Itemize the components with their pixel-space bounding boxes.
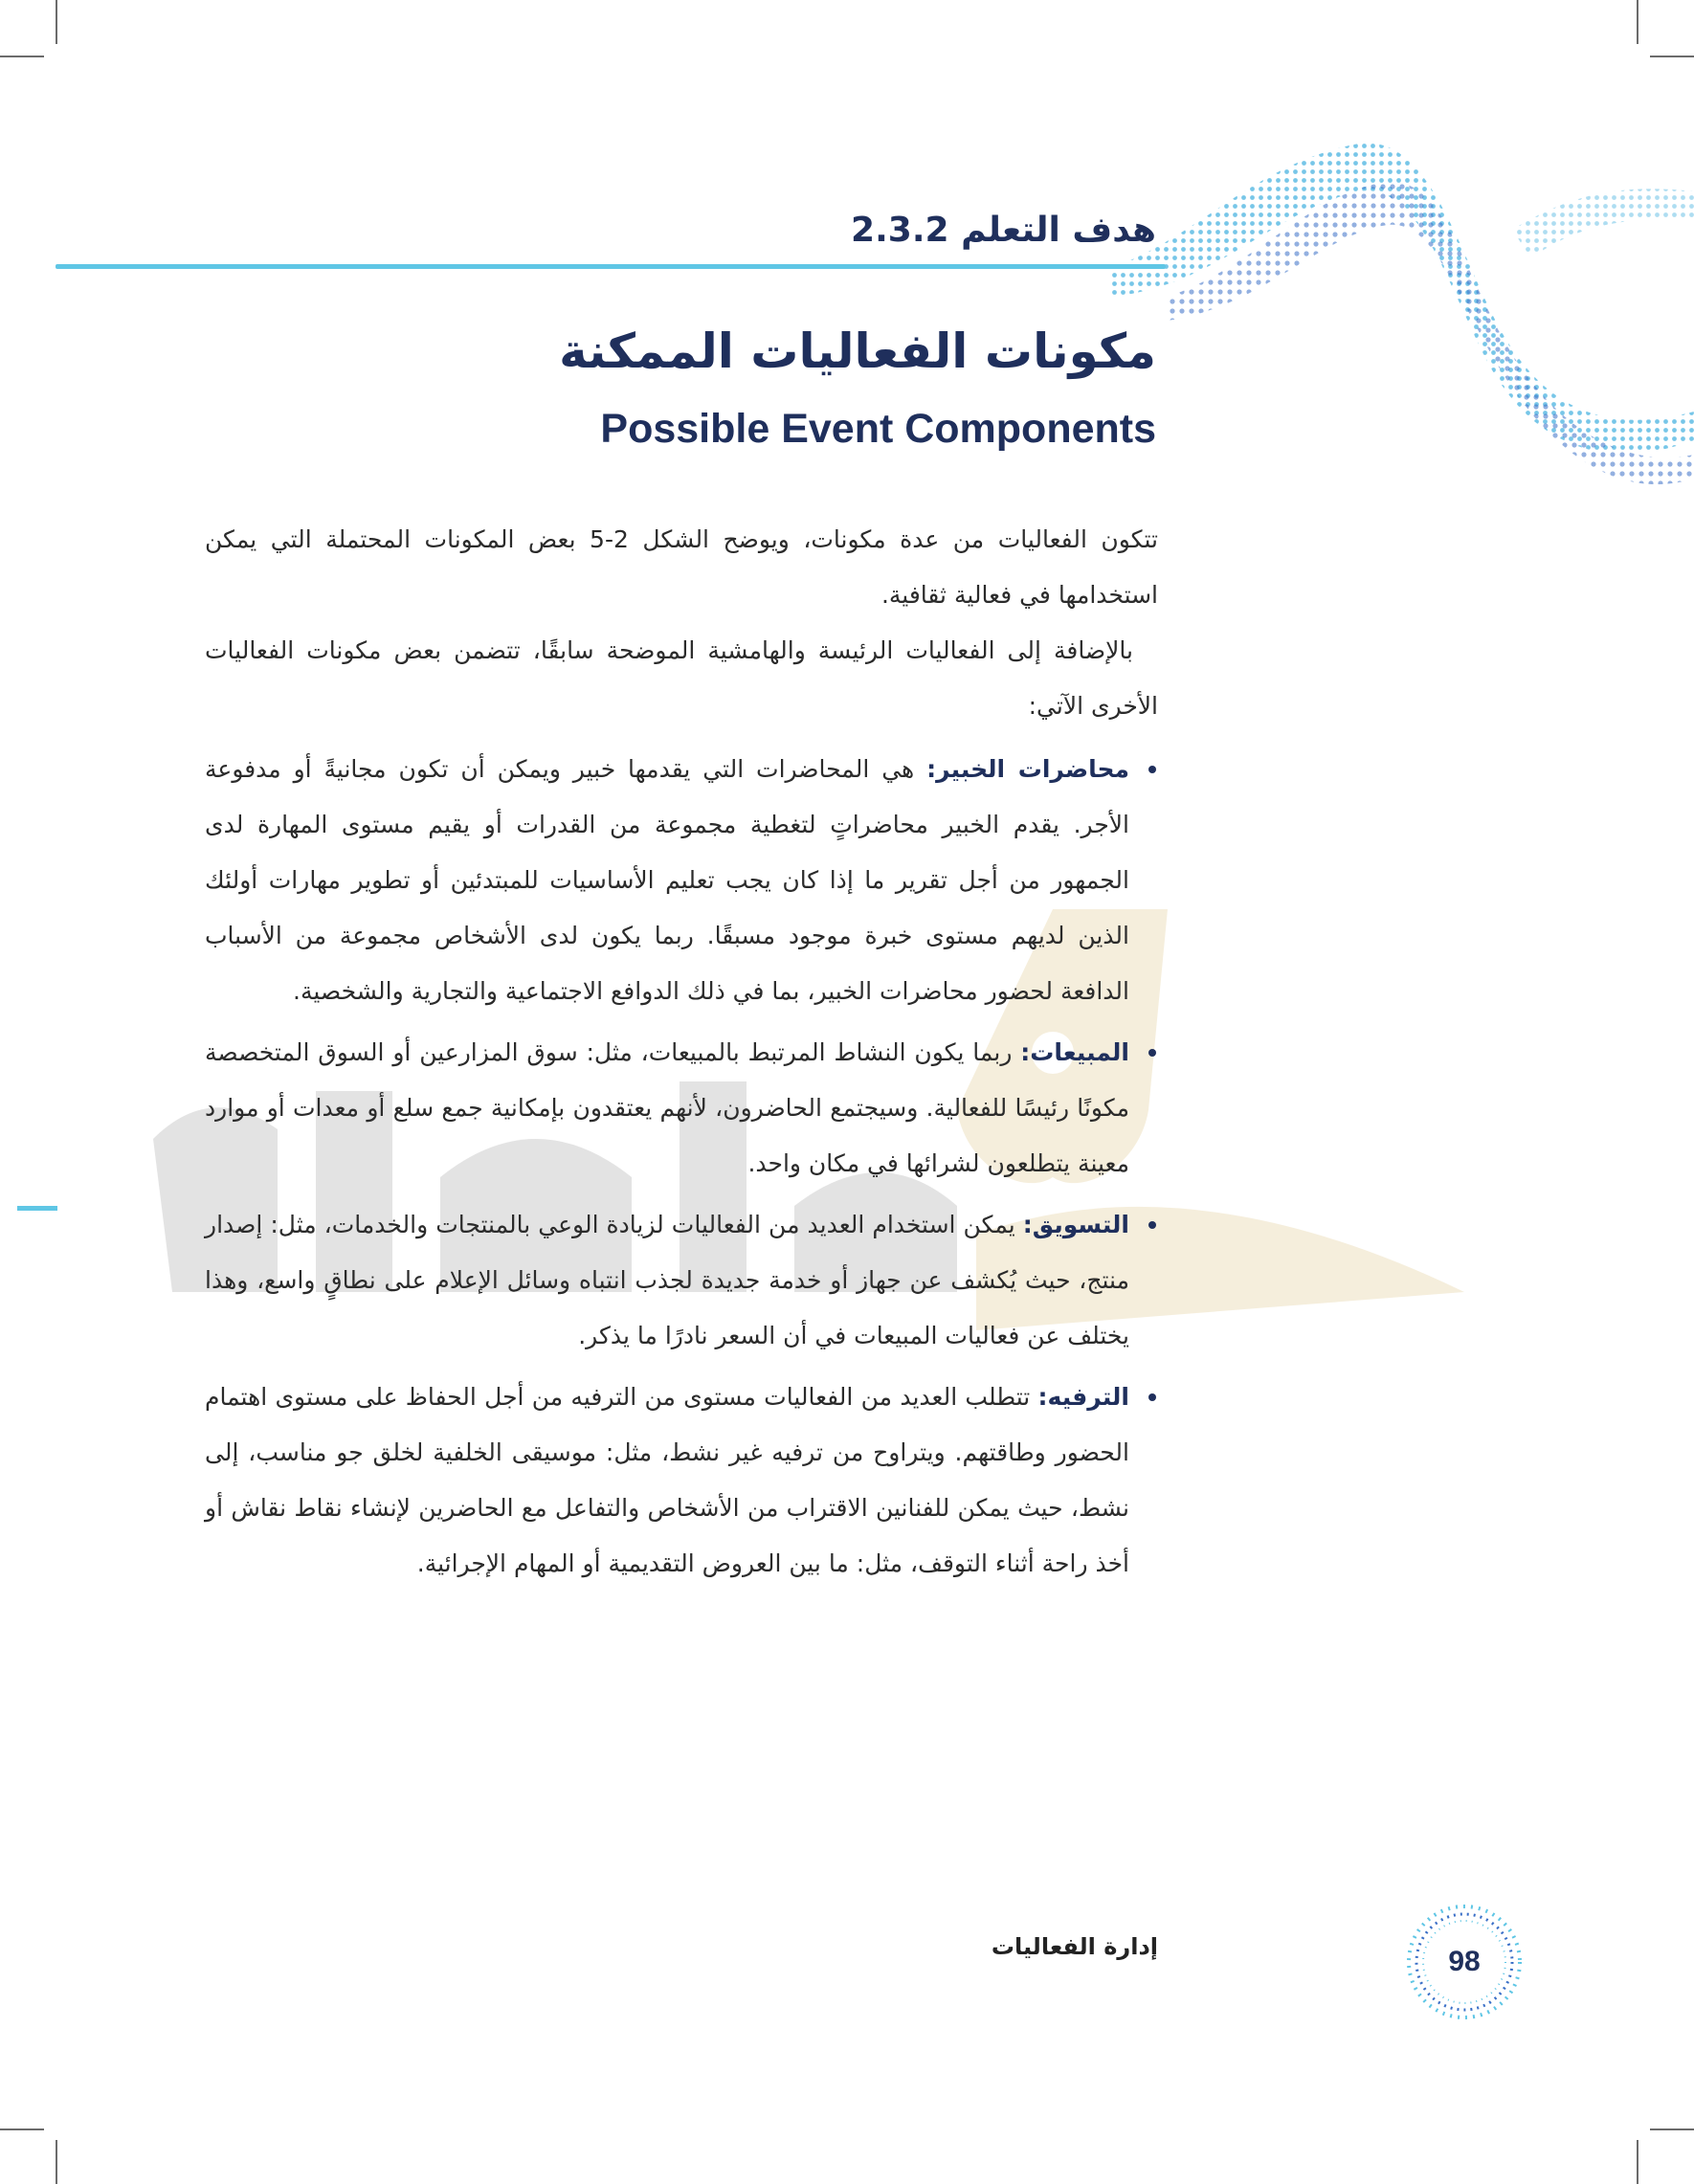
margin-marker: [17, 1206, 57, 1211]
page-title-english: Possible Event Components: [600, 406, 1156, 452]
bullet-icon: [1148, 1393, 1156, 1401]
crop-mark: [1637, 2140, 1638, 2184]
list-item-text: تتطلب العديد من الفعاليات مستوى من الترفيه من أجل الحفاظ على مستوى اهتمام الحضور وطاقتهم. ويتراوح من ترفيه غير نشط، مثل: موسيقى الخلفية لخلق جو مناسب، إلى نشط، حيث يمكن للفنانين الاقتراب من الأشخاص والتفاعل مع الحاضرين لإنشاء نقاط نقاش أو أخذ راحة أثناء التوقف، مثل: ما بين العروض التقديمية أو المهام الإجرائية.: [205, 1383, 1129, 1577]
crop-mark: [0, 56, 44, 57]
crop-mark: [56, 0, 57, 44]
learning-goal-number: 2.3.2: [851, 211, 949, 250]
list-item-term: الترفيه:: [1037, 1383, 1129, 1411]
crop-mark: [1650, 2128, 1694, 2130]
crop-mark: [56, 2140, 57, 2184]
crop-mark: [1650, 56, 1694, 57]
bullet-icon: [1148, 1049, 1156, 1057]
body-content: [205, 512, 1158, 1597]
list-item-text: هي المحاضرات التي يقدمها خبير ويمكن أن تكون مجانيةً أو مدفوعة الأجر. يقدم الخبير محاضراتٍ لتغطية مجموعة من القدرات أو يقيم مستوى المهارة لدى الجمهور من أجل تقرير ما إذا كان يجب تعليم الأساسيات للمبتدئين أو تطوير مهارات أولئك الذين لديهم مستوى خبرة موجود مسبقًا. ربما يكون لدى الأشخاص مجموعة من الأسباب الدافعة لحضور محاضرات الخبير، بما في ذلك الدوافع الاجتماعية والتجارية والشخصية.: [205, 755, 1129, 1005]
list-item: [205, 1370, 1158, 1592]
footer-book-title: إدارة الفعاليات: [991, 1933, 1158, 1960]
header-rule: [56, 264, 1166, 269]
bullet-icon: [1148, 766, 1156, 773]
decorative-wave-graphic: [1110, 124, 1694, 526]
intro-paragraph: بالإضافة إلى الفعاليات الرئيسة والهامشية الموضحة سابقًا، تتضمن بعض مكونات الفعاليات الأخرى الآتي:: [205, 636, 1158, 720]
crop-mark: [0, 2128, 44, 2130]
crop-mark: [1637, 0, 1638, 44]
list-item-term: محاضرات الخبير:: [926, 755, 1129, 783]
learning-goal-label: هدف التعلم: [961, 211, 1156, 250]
list-item: [205, 1025, 1158, 1192]
components-list: [205, 742, 1158, 1592]
page-number: 98: [1448, 1946, 1481, 1977]
list-item: [205, 742, 1158, 1019]
bullet-icon: [1148, 1221, 1156, 1229]
list-item-text: يمكن استخدام العديد من الفعاليات لزيادة الوعي بالمنتجات والخدمات، مثل: إصدار منتج، حيث يُكشف عن جهاز أو خدمة جديدة لجذب انتباه وسائل الإعلام على نطاقٍ واسع، وهذا يختلف عن فعاليات المبيعات في أن السعر نادرًا ما يذكر.: [205, 1211, 1129, 1349]
intro-paragraph: تتكون الفعاليات من عدة مكونات، ويوضح الشكل 2-5 بعض المكونات المحتملة التي يمكن استخدامها في فعالية ثقافية.: [205, 525, 1158, 609]
learning-goal-heading: [851, 211, 1156, 250]
list-item-term: المبيعات:: [1020, 1038, 1129, 1066]
list-item-text: ربما يكون النشاط المرتبط بالمبيعات، مثل: سوق المزارعين أو السوق المتخصصة مكونًا رئيسًا للفعالية. وسيجتمع الحاضرون، لأنهم يعتقدون بإمكانية جمع سلع أو معدات أو موارد معينة يتطلعون لشرائها في مكان واحد.: [205, 1038, 1129, 1177]
page-title-arabic: مكونات الفعاليات الممكنة: [559, 323, 1156, 379]
list-item: [205, 1197, 1158, 1364]
list-item-term: التسويق:: [1022, 1211, 1129, 1238]
